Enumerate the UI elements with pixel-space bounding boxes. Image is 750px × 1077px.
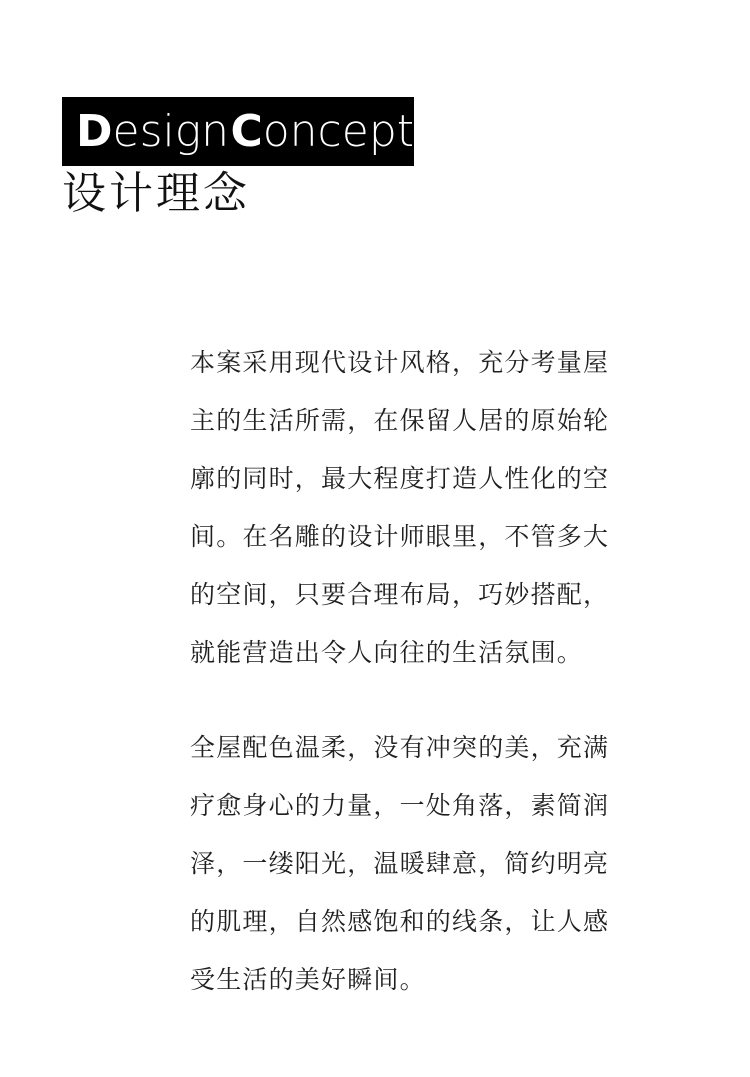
paragraph-line: 的空间，只要合理布局，巧妙搭配， bbox=[190, 580, 610, 609]
title-word-concept-rest: oncept bbox=[262, 105, 414, 157]
chinese-subtitle: 设计理念 bbox=[62, 168, 250, 219]
paragraph-2 bbox=[190, 719, 690, 1009]
paragraph-line: 的肌理，自然感饱和的线条，让人感 bbox=[190, 907, 610, 936]
paragraph-line: 泽，一缕阳光，温暖肆意，简约明亮 bbox=[190, 849, 610, 878]
title-word-design-rest: esign bbox=[112, 105, 230, 157]
paragraph-line: 疗愈身心的力量，一处角落，素简润 bbox=[190, 791, 610, 820]
paragraph-line: 间。在名雕的设计师眼里，不管多大 bbox=[190, 522, 610, 551]
paragraph-line: 廓的同时，最大程度打造人性化的空 bbox=[190, 464, 610, 493]
design-concept-title bbox=[62, 97, 414, 166]
title-initial-c: C bbox=[230, 105, 263, 157]
title-initial-d: D bbox=[76, 105, 113, 157]
paragraph-1 bbox=[190, 334, 690, 682]
paragraph-line: 本案采用现代设计风格，充分考量屋 bbox=[190, 348, 610, 377]
paragraph-line: 主的生活所需，在保留人居的原始轮 bbox=[190, 406, 610, 435]
paragraph-line: 受生活的美好瞬间。 bbox=[190, 965, 426, 994]
paragraph-line: 全屋配色温柔，没有冲突的美，充满 bbox=[190, 733, 610, 762]
paragraph-line: 就能营造出令人向往的生活氛围。 bbox=[190, 638, 584, 667]
